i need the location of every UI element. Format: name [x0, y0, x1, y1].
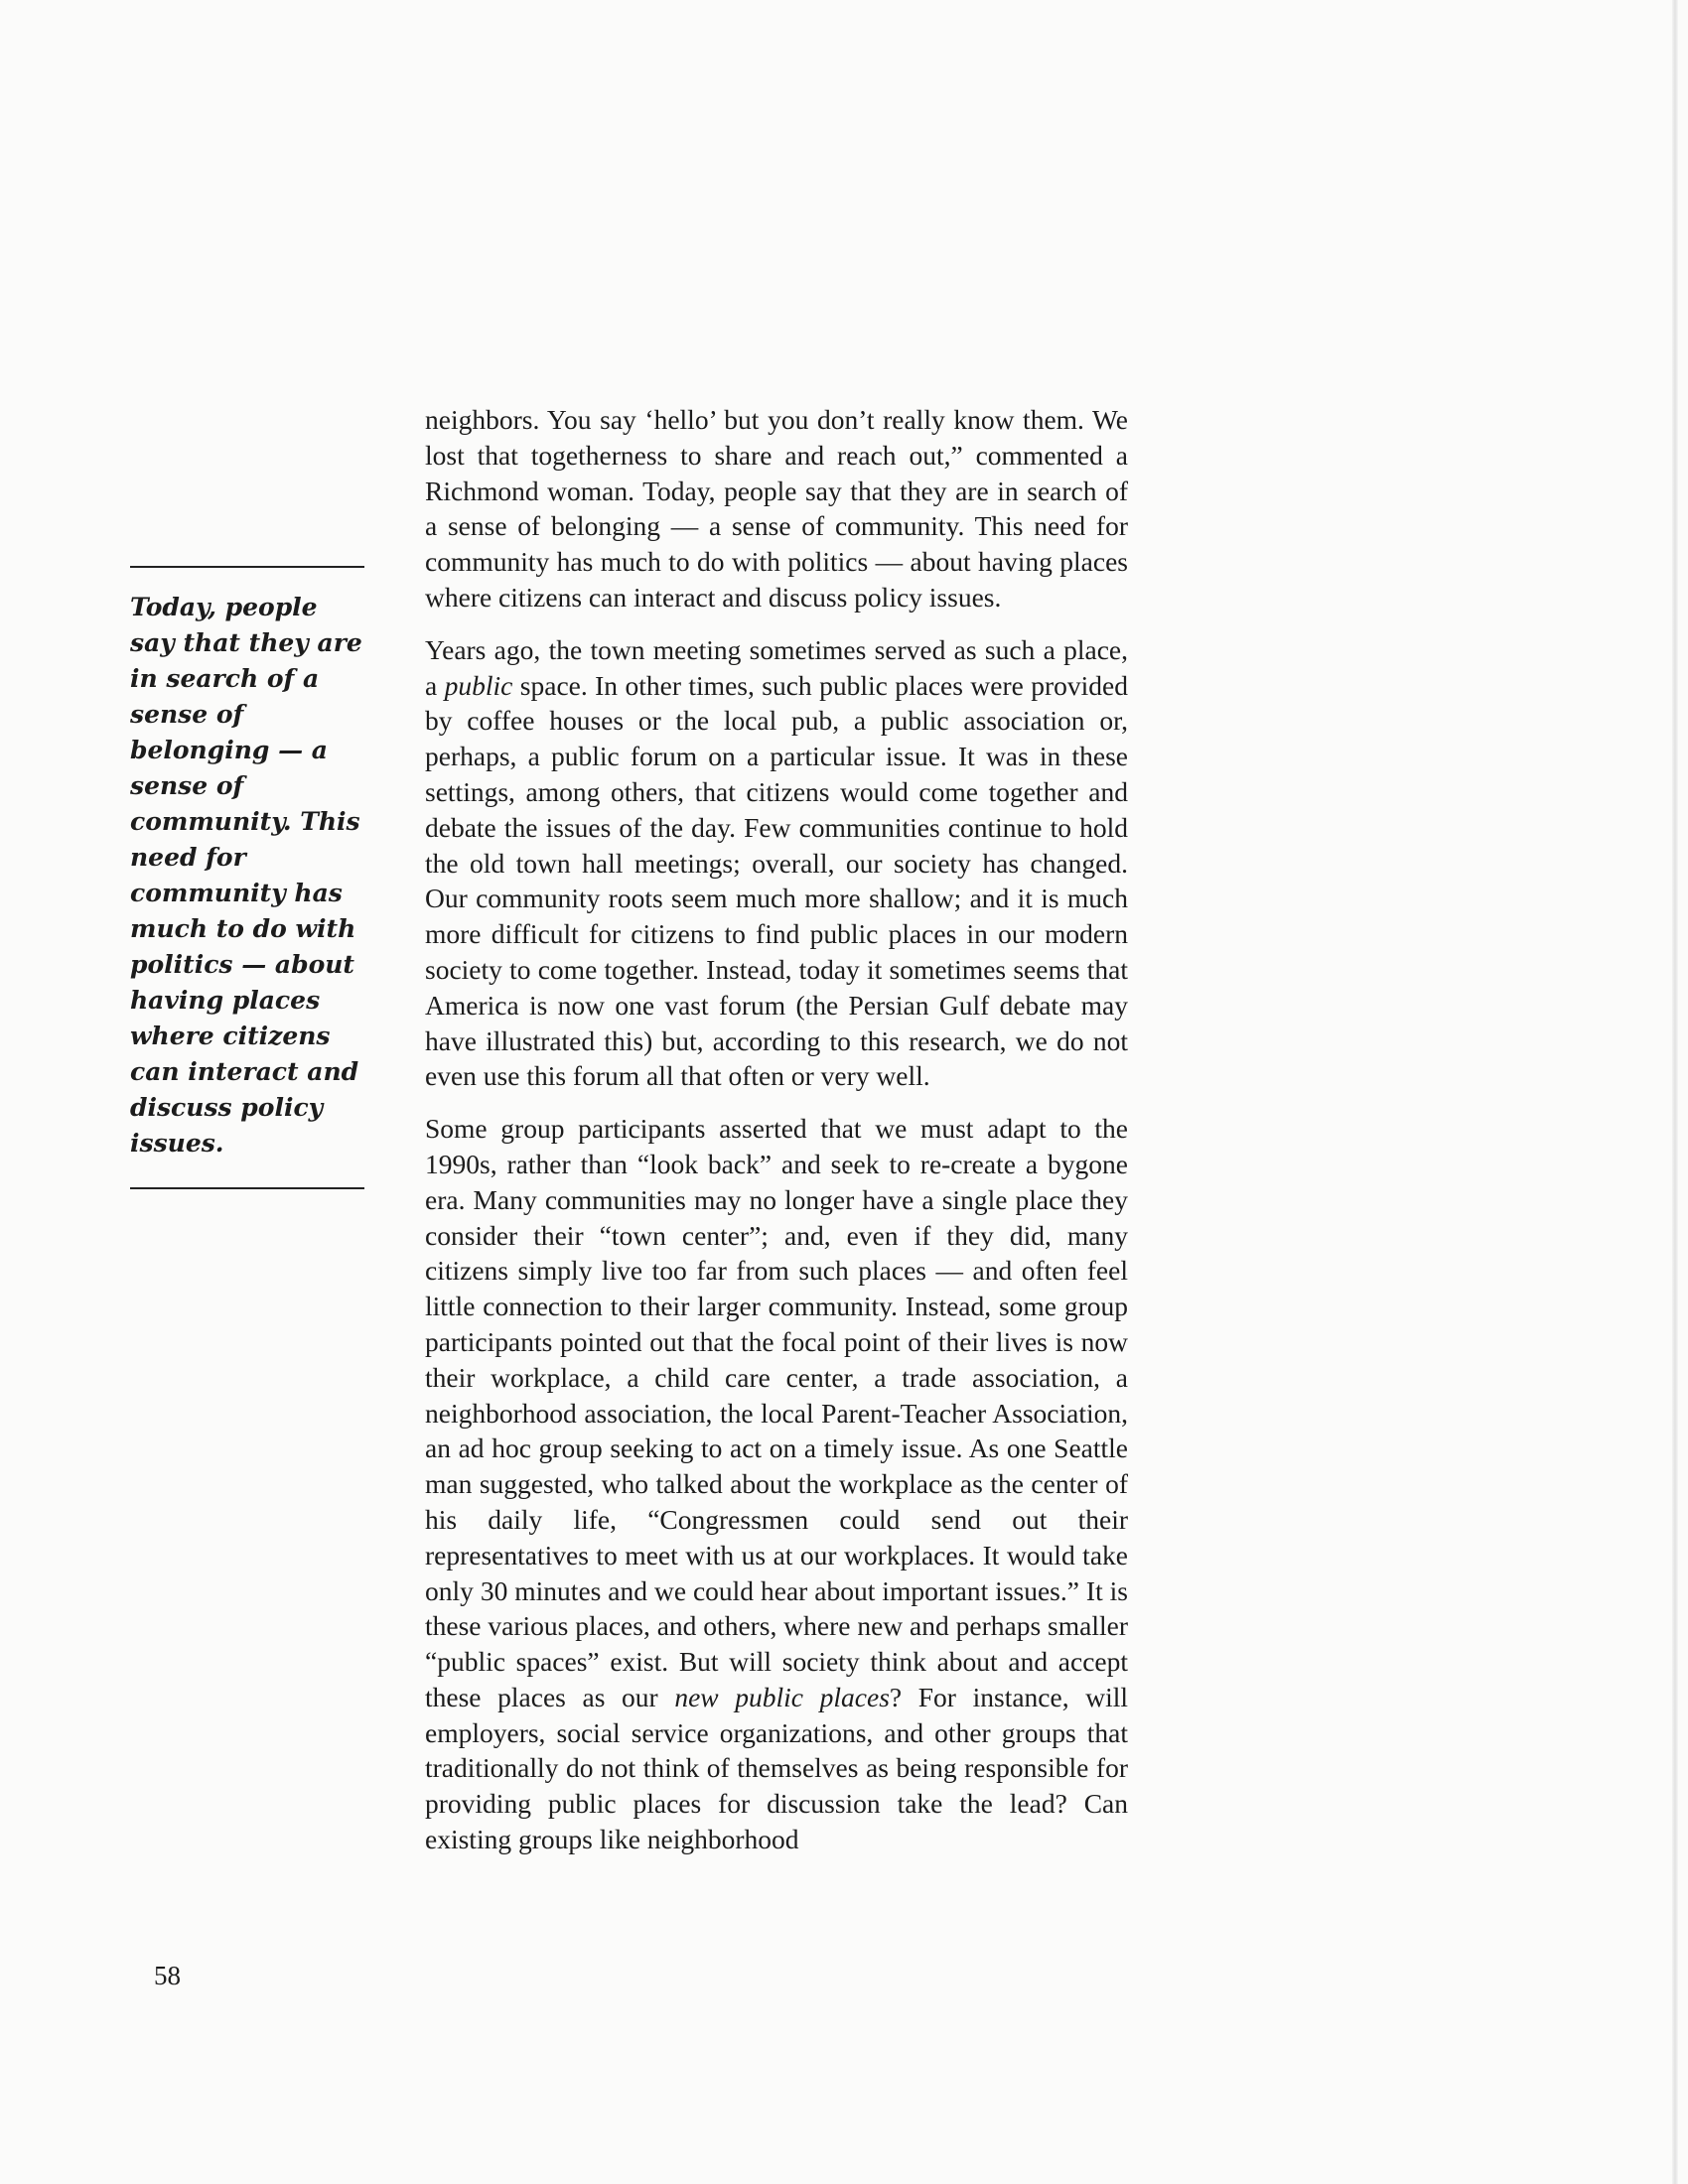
pull-quote-bottom-rule	[130, 1187, 364, 1189]
paragraph-3-emphasis: new public places	[674, 1681, 890, 1712]
paragraph-2-part-1: Years ago, the town meeting sometimes served as such a place, a	[425, 633, 1128, 701]
body-text	[425, 402, 1128, 1874]
pull-quote-top-rule	[130, 566, 364, 568]
page-number: 58	[154, 1961, 181, 1990]
paragraph-1: neighbors. You say ‘hello’ but you don’t really know them. We lost that togetherness to share and reach out,” commented a Richmond woman. Today, people say that they are in search of a sense of belonging — a sense of community. This need for community has much to do with politics — about having places where citizens can interact and discuss policy issues.	[425, 404, 1128, 613]
paragraph-3	[425, 1111, 1128, 1857]
paragraph-2-emphasis: public	[444, 669, 513, 701]
pull-quote	[130, 566, 368, 1189]
paragraph-2-part-2: space. In other times, such public places were provided by coffee houses or the local pub, a public association or, perhaps, a public forum on a particular issue. It was in these settings, among others, that citizens would come together and debate the issues of the day. Few communities continue to hold the old town hall meetings; overall, our society has changed. Our community roots seem much more shallow; and it is much more difficult for citizens to find public places in our modern society to come together. Instead, today it sometimes seems that America is now one vast forum (the Persian Gulf debate may have illustrated this) but, according to this research, we do not even use this forum all that often or very well.	[425, 669, 1128, 1092]
pull-quote-text: Today, people say that they are in search of a sense of belonging — a sense of community. This need for community has much to do with politics — about having places where citizens can interact and discuss policy issues.	[130, 593, 362, 1158]
paragraph-2	[425, 632, 1128, 1094]
paragraph-3-part-2: ? For instance, will employers, social service organizations, and other groups that traditionally do not think of themselves as being responsible for providing public places for discussion take the lead? Can existing groups like neighborhood	[425, 1681, 1129, 1855]
page-edge-shadow	[1672, 0, 1678, 2184]
paragraph-3-part-1: Some group participants asserted that we must adapt to the 1990s, rather than “look back” and seek to re-create a bygone era. Many communities may no longer have a single place they consider their “town center”; and, even if they did, many citizens simply live too far from such places — and often feel little connection to their larger community. Instead, some group participants pointed out that the focal point of their lives is now their workplace, a child care center, a trade association, a neighborhood association, the local Parent-Teacher Association, an ad hoc group seeking to act on a timely issue. As one Seattle man suggested, who talked about the workplace as the center of his daily life, “Congressmen could send out their representatives to meet with us at our workplaces. It would take only 30 minutes and we could hear about important issues.” It is these various places, and others, where new and perhaps smaller “public spaces” exist. But will society think about and accept these places as our	[425, 1113, 1128, 1712]
